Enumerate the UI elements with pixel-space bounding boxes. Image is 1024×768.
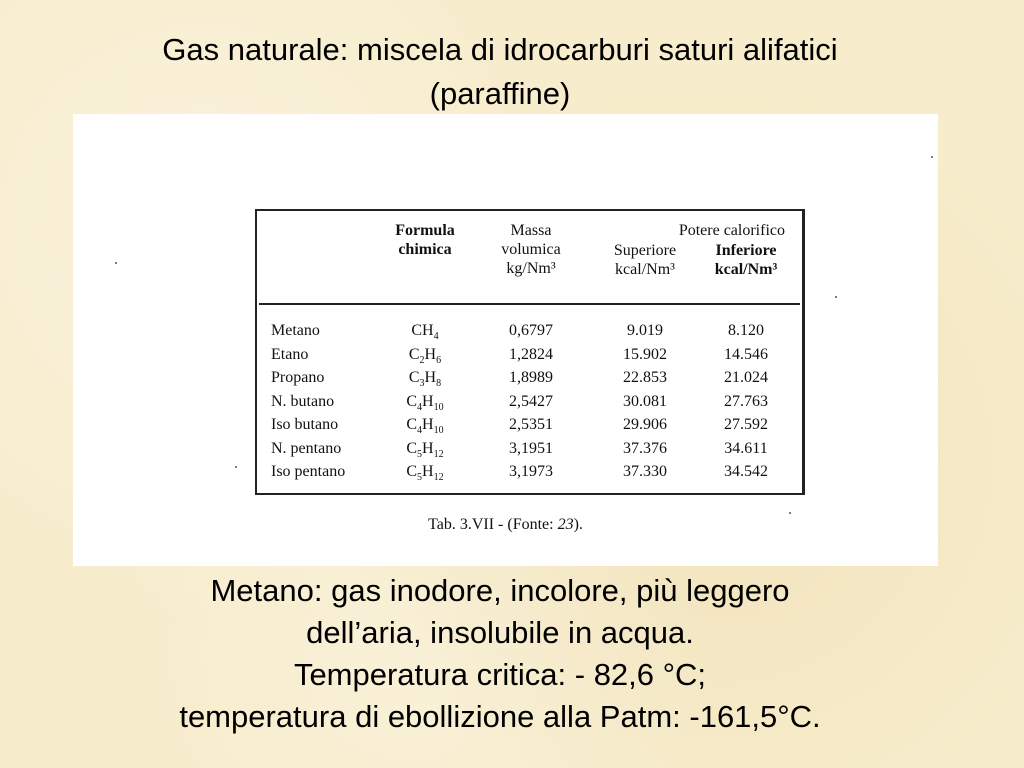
cell-massa: 2,5427 [509,392,553,410]
header-potere-calorifico [625,221,785,240]
scan-speck [789,512,791,514]
cell-formula [385,460,465,484]
formula-h: H [424,345,437,363]
formula-c-count: 3 [419,378,425,390]
formula-c: C [406,392,418,410]
formula-h-count: 12 [433,472,444,484]
formula-h-count: 8 [436,378,442,390]
description-line-4: temperatura di ebollizione alla Patm: -161,5°C. [179,699,821,734]
header-formula-line-2: chimica [398,241,452,258]
table-body [257,319,802,484]
description-line-2: dell’aria, insolubile in acqua. [306,615,694,650]
formula-c: C [406,463,418,480]
description-line-1: Metano: gas inodore, incolore, più leggero [210,573,790,608]
table-row [257,413,802,437]
cell-inferiore: 34.611 [724,439,768,457]
header-inferiore [701,241,791,279]
cell-superiore: 37.330 [623,463,667,480]
formula-h-count: 10 [433,425,444,437]
cell-inferiore: 21.024 [724,369,768,386]
header-potere-label: Potere calorifico [678,222,785,239]
slide-title [0,28,1000,116]
table-caption [73,516,938,534]
header-formula-line-1: Formula [395,222,455,239]
header-superiore [593,241,697,279]
cell-name: Etano [271,345,309,363]
table-row [257,319,802,343]
cell-name: Metano [271,322,320,339]
scan-speck [931,156,933,158]
formula-c-count: 4 [417,401,423,413]
cell-massa: 3,1973 [509,463,553,480]
cell-superiore: 30.081 [623,392,667,410]
scanned-table-image [73,114,938,566]
cell-inferiore: 8.120 [728,322,764,339]
formula-h: H [422,463,434,480]
cell-superiore: 29.906 [623,416,667,433]
cell-name: N. pentano [271,439,342,457]
formula-h: H [422,439,434,457]
methane-description [0,570,1000,738]
header-massa [483,221,579,278]
formula-h: H [424,369,437,386]
cell-name: Iso butano [271,416,339,433]
formula-h-count: 6 [436,354,442,366]
scan-speck [115,262,117,264]
cell-name: Iso pentano [271,463,346,480]
header-formula [385,221,465,259]
cell-name: Propano [271,369,325,386]
formula-h: H [422,416,434,433]
cell-superiore: 9.019 [627,322,663,339]
gas-properties-table [255,209,805,495]
cell-massa: 2,5351 [509,416,553,433]
caption-prefix: Tab. 3.VII - (Fonte: [428,516,558,533]
header-massa-line-1: Massa [510,222,552,239]
cell-formula [385,437,465,461]
cell-massa: 1,2824 [509,345,553,363]
formula-h-count: 4 [433,331,439,343]
cell-massa: 1,8989 [509,369,553,386]
header-inferiore-unit: kcal/Nm³ [714,261,778,278]
cell-inferiore: 14.546 [724,345,768,363]
formula-c: C [408,369,420,386]
formula-c: C [408,345,420,363]
cell-formula [385,390,465,414]
formula-c-count: 5 [417,448,423,460]
cell-name: N. butano [271,392,335,410]
caption-suffix: ). [573,516,583,533]
formula-h-count: 12 [433,448,444,460]
formula-c-count: 2 [419,354,425,366]
header-divider [259,303,800,305]
cell-formula [385,319,465,343]
header-massa-line-2: volumica [501,241,561,258]
formula-c-count: 5 [417,472,423,484]
caption-reference: 23 [557,516,574,533]
slide-title-line-1: Gas naturale: miscela di idrocarburi saturi alifatici [162,32,838,67]
scan-speck [235,466,237,468]
cell-inferiore: 27.592 [724,416,768,433]
header-superiore-unit: kcal/Nm³ [615,261,675,278]
formula-h: H [422,392,434,410]
cell-superiore: 37.376 [623,439,667,457]
description-line-3: Temperatura critica: - 82,6 °C; [293,657,707,692]
table-row [257,460,802,484]
header-massa-unit: kg/Nm³ [506,260,556,277]
cell-formula [385,366,465,390]
cell-formula [385,343,465,367]
cell-formula [385,413,465,437]
formula-h-count: 10 [433,401,444,413]
cell-superiore: 22.853 [623,369,667,386]
cell-inferiore: 34.542 [724,463,768,480]
formula-c: C [411,322,423,339]
cell-superiore: 15.902 [623,345,667,363]
table-row [257,390,802,414]
formula-c-count: 4 [417,425,423,437]
formula-c: C [406,439,418,457]
slide-title-line-2: (paraffine) [429,76,571,111]
cell-inferiore: 27.763 [724,392,768,410]
header-inferiore-label: Inferiore [715,242,777,259]
header-superiore-label: Superiore [613,242,677,259]
table-row [257,343,802,367]
formula-h: H [422,322,434,339]
formula-c: C [406,416,418,433]
table-row [257,366,802,390]
scan-speck [835,296,837,298]
cell-massa: 0,6797 [509,322,553,339]
cell-massa: 3,1951 [509,439,553,457]
table-row [257,437,802,461]
